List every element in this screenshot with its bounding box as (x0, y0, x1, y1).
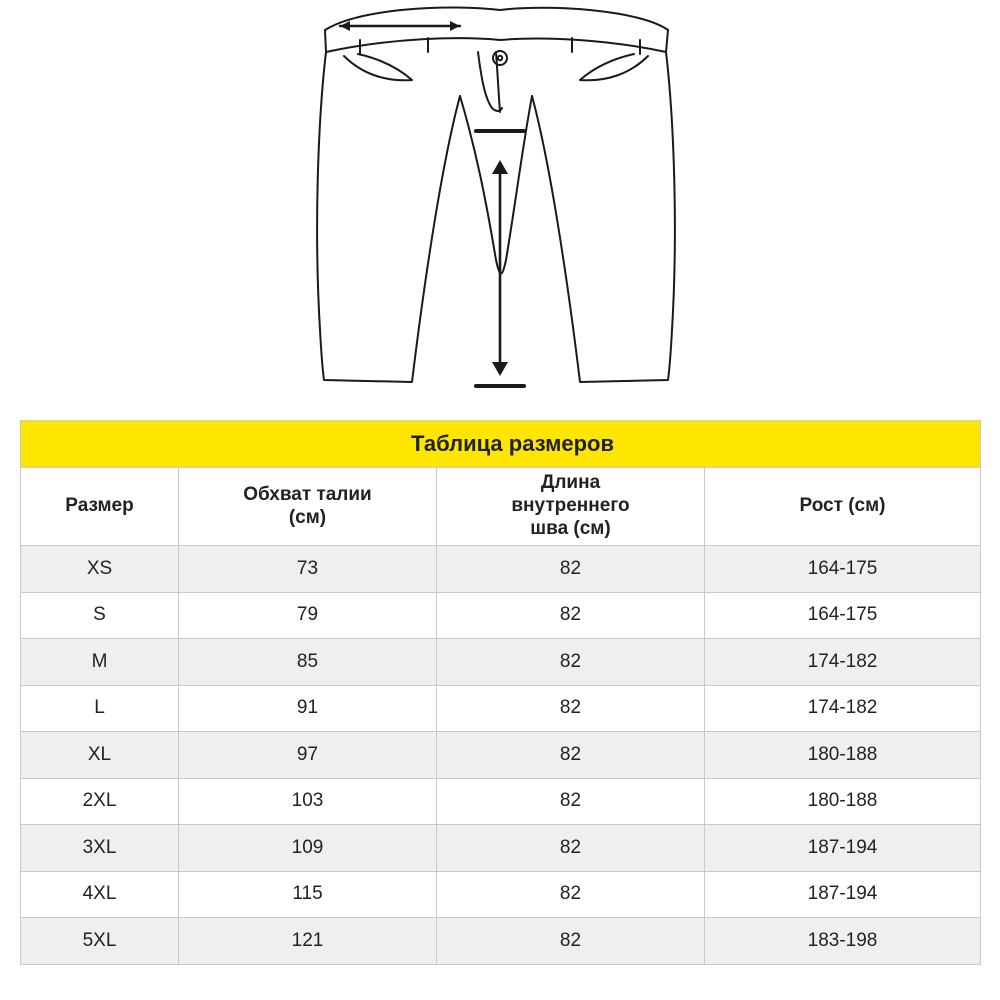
table-row (21, 546, 981, 593)
cell-inseam: 82 (437, 685, 705, 732)
cell-inseam: 82 (437, 778, 705, 825)
waist-button-hole (498, 56, 502, 60)
cell-inseam: 82 (437, 732, 705, 779)
column-header-height-label: Рост (см) (799, 495, 886, 517)
table-row (21, 592, 981, 639)
cell-size: 3XL (21, 825, 179, 872)
cell-size: 2XL (21, 778, 179, 825)
table-row (21, 825, 981, 872)
column-header-size (21, 468, 179, 546)
cell-height: 187-194 (705, 871, 981, 918)
table-title-row (21, 421, 981, 468)
table-row (21, 685, 981, 732)
column-header-inseam-line3: шва (см) (530, 517, 611, 539)
cell-waist: 97 (179, 732, 437, 779)
cell-height: 180-188 (705, 732, 981, 779)
cell-inseam: 82 (437, 592, 705, 639)
cell-waist: 91 (179, 685, 437, 732)
cell-waist: 115 (179, 871, 437, 918)
cell-inseam: 82 (437, 825, 705, 872)
cell-size: XS (21, 546, 179, 593)
cell-height: 174-182 (705, 639, 981, 686)
cell-inseam: 82 (437, 639, 705, 686)
cell-size: S (21, 592, 179, 639)
table-row (21, 778, 981, 825)
table-body (21, 546, 981, 965)
table-row (21, 918, 981, 965)
table-row (21, 732, 981, 779)
column-header-height (705, 468, 981, 546)
right-leg (532, 52, 675, 382)
table-title: Таблица размеров (21, 421, 981, 468)
cell-waist: 103 (179, 778, 437, 825)
cell-size: 5XL (21, 918, 179, 965)
waist-width-arrow (340, 21, 460, 31)
cell-waist: 79 (179, 592, 437, 639)
cell-inseam: 82 (437, 546, 705, 593)
cell-size: M (21, 639, 179, 686)
inseam-length-arrow (476, 131, 524, 386)
column-header-inseam-line2: внутреннего (511, 495, 630, 517)
trousers-measurement-diagram (0, 0, 1000, 415)
cell-height: 180-188 (705, 778, 981, 825)
table-row (21, 639, 981, 686)
column-header-waist (179, 468, 437, 546)
cell-height: 174-182 (705, 685, 981, 732)
waistband (325, 30, 668, 52)
cell-inseam: 82 (437, 918, 705, 965)
size-table-wrapper (20, 420, 980, 965)
cell-height: 164-175 (705, 592, 981, 639)
column-header-waist-line1: Обхват талии (243, 483, 372, 505)
cell-inseam: 82 (437, 871, 705, 918)
left-pocket (344, 54, 412, 80)
column-header-waist-line2: (см) (288, 506, 327, 528)
left-leg (317, 52, 460, 382)
cell-waist: 73 (179, 546, 437, 593)
right-pocket (580, 54, 648, 80)
cell-waist: 109 (179, 825, 437, 872)
cell-height: 164-175 (705, 546, 981, 593)
cell-height: 183-198 (705, 918, 981, 965)
column-header-inseam-line1: Длина (540, 472, 601, 494)
table-header-row (21, 468, 981, 546)
cell-waist: 121 (179, 918, 437, 965)
cell-height: 187-194 (705, 825, 981, 872)
cell-size: L (21, 685, 179, 732)
crotch-seam (460, 96, 532, 274)
size-table (20, 420, 981, 965)
column-header-size-label: Размер (65, 495, 134, 517)
column-header-inseam (437, 468, 705, 546)
cell-waist: 85 (179, 639, 437, 686)
waist-button (493, 51, 507, 65)
cell-size: 4XL (21, 871, 179, 918)
table-row (21, 871, 981, 918)
cell-size: XL (21, 732, 179, 779)
